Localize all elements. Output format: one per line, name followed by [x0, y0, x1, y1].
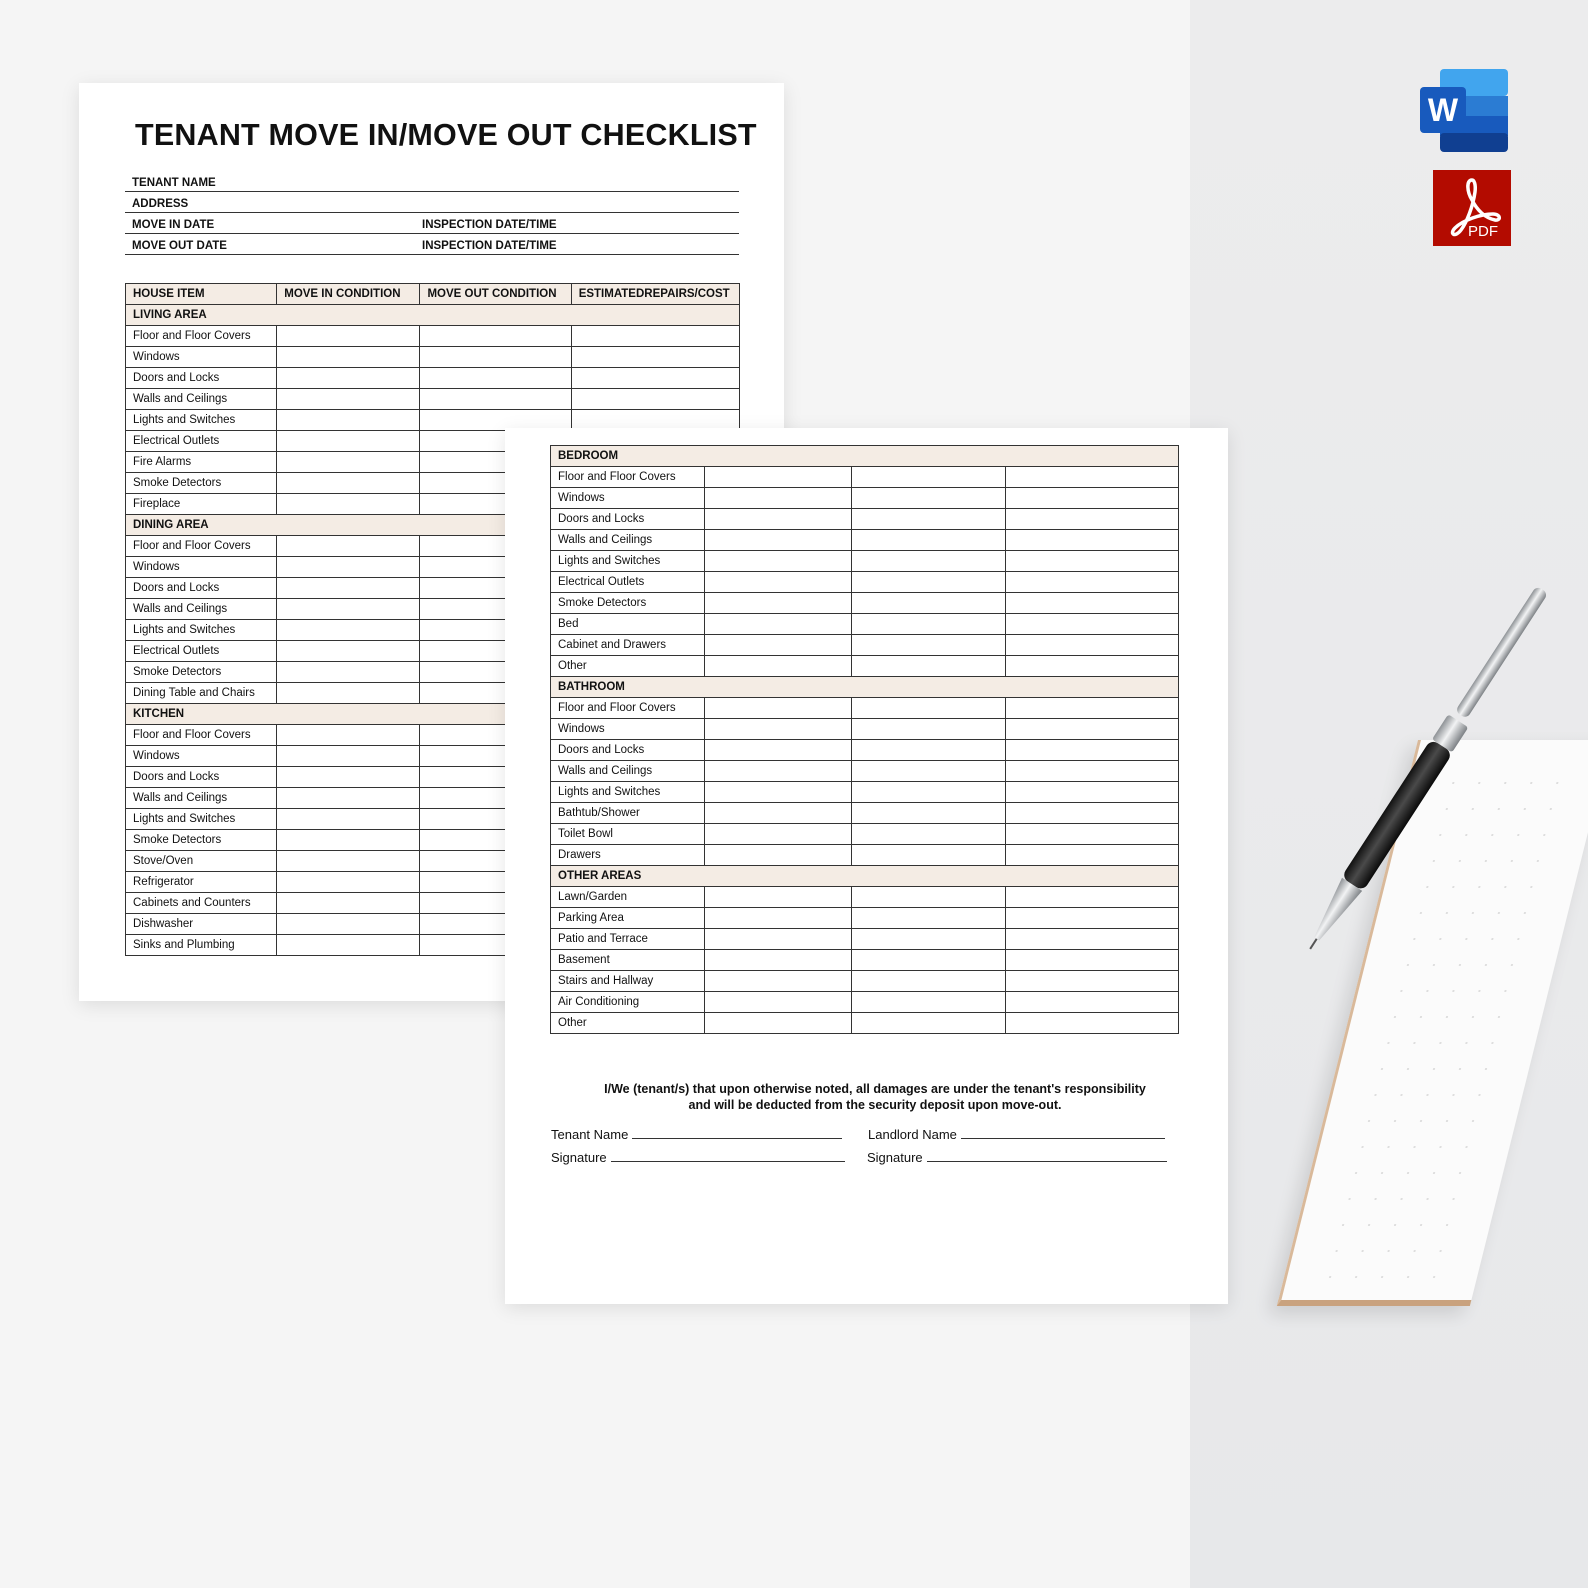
house-item-label: Doors and Locks [126, 767, 277, 788]
house-item-label: Floor and Floor Covers [126, 326, 277, 347]
section-heading: DINING AREA [126, 515, 740, 536]
house-item-label: Doors and Locks [551, 740, 705, 761]
house-item-label: Lights and Switches [126, 809, 277, 830]
move-in-condition-cell[interactable] [705, 509, 852, 530]
tenant-signature-blank[interactable] [611, 1149, 845, 1162]
move-in-condition-cell[interactable] [705, 929, 852, 950]
house-item-label: Smoke Detectors [126, 830, 277, 851]
move-out-condition-cell[interactable] [852, 719, 1006, 740]
repairs-cost-cell[interactable] [1006, 572, 1179, 593]
tenant-info-fields [125, 171, 739, 255]
table-row [551, 950, 1179, 971]
move-in-condition-cell[interactable] [705, 593, 852, 614]
info-row-address[interactable] [125, 192, 739, 213]
move-in-condition-cell[interactable] [277, 410, 420, 431]
table-row [551, 1013, 1179, 1034]
repairs-cost-cell[interactable] [1006, 929, 1179, 950]
house-item-label: Electrical Outlets [126, 641, 277, 662]
section-row-bathroom [551, 677, 1179, 698]
move-in-condition-cell[interactable] [705, 1013, 852, 1034]
house-item-label: Fireplace [126, 494, 277, 515]
house-item-label: Cabinet and Drawers [551, 635, 705, 656]
move-in-condition-cell[interactable] [277, 431, 420, 452]
move-in-condition-cell[interactable] [705, 530, 852, 551]
house-item-label: Walls and Ceilings [126, 599, 277, 620]
landlord-name-label: Landlord Name [868, 1127, 957, 1142]
house-item-label: Lights and Switches [126, 620, 277, 641]
repairs-cost-cell[interactable] [1006, 635, 1179, 656]
table-row [551, 929, 1179, 950]
house-item-label: Floor and Floor Covers [551, 698, 705, 719]
table-row [126, 368, 740, 389]
info-row-move-out-date[interactable] [125, 234, 739, 255]
tenant-signature-field[interactable] [551, 1149, 845, 1165]
repairs-cost-cell[interactable] [1006, 1013, 1179, 1034]
move-in-condition-cell[interactable] [277, 746, 420, 767]
repairs-cost-cell[interactable] [1006, 530, 1179, 551]
house-item-label: Lawn/Garden [551, 887, 705, 908]
move-in-condition-cell[interactable] [277, 914, 420, 935]
move-in-condition-cell[interactable] [277, 935, 420, 956]
section-row-bedroom [551, 446, 1179, 467]
damage-notice [535, 1081, 1215, 1113]
house-item-label: Patio and Terrace [551, 929, 705, 950]
repairs-cost-cell[interactable] [571, 347, 739, 368]
move-in-condition-cell[interactable] [277, 641, 420, 662]
house-item-label: Lights and Switches [551, 551, 705, 572]
house-item-label: Smoke Detectors [126, 662, 277, 683]
house-item-label: Doors and Locks [126, 578, 277, 599]
move-in-condition-cell[interactable] [277, 494, 420, 515]
table-row [551, 782, 1179, 803]
repairs-cost-cell[interactable] [571, 368, 739, 389]
repairs-cost-cell[interactable] [1006, 593, 1179, 614]
table-row [551, 887, 1179, 908]
house-item-label: Basement [551, 950, 705, 971]
repairs-cost-cell[interactable] [1006, 971, 1179, 992]
move-in-condition-cell[interactable] [705, 740, 852, 761]
info-row-move-in-date[interactable] [125, 213, 739, 234]
house-item-label: Floor and Floor Covers [551, 467, 705, 488]
info-label-inspection-date-time: INSPECTION DATE/TIME [422, 240, 557, 252]
move-out-condition-cell[interactable] [852, 824, 1006, 845]
repairs-cost-cell[interactable] [1006, 824, 1179, 845]
house-item-label: Floor and Floor Covers [126, 725, 277, 746]
move-in-condition-cell[interactable] [277, 788, 420, 809]
section-heading: LIVING AREA [126, 305, 740, 326]
house-item-label: Drawers [551, 845, 705, 866]
info-label-move-in-date: MOVE IN DATE [132, 219, 215, 231]
move-out-condition-cell[interactable] [852, 593, 1006, 614]
move-in-condition-cell[interactable] [705, 992, 852, 1013]
repairs-cost-cell[interactable] [1006, 992, 1179, 1013]
repairs-cost-cell[interactable] [1006, 887, 1179, 908]
move-out-condition-cell[interactable] [420, 326, 571, 347]
house-item-label: Stairs and Hallway [551, 971, 705, 992]
move-in-condition-cell[interactable] [277, 473, 420, 494]
move-out-condition-cell[interactable] [852, 929, 1006, 950]
move-in-condition-cell[interactable] [277, 662, 420, 683]
info-label-address: ADDRESS [132, 198, 189, 210]
landlord-signature-field[interactable] [867, 1149, 1167, 1165]
house-item-label: Electrical Outlets [126, 431, 277, 452]
move-out-condition-cell[interactable] [420, 368, 571, 389]
move-in-condition-cell[interactable] [705, 803, 852, 824]
move-in-condition-cell[interactable] [705, 845, 852, 866]
move-in-condition-cell[interactable] [277, 620, 420, 641]
table-row [551, 824, 1179, 845]
move-out-condition-cell[interactable] [852, 782, 1006, 803]
house-item-label: Other [551, 1013, 705, 1034]
repairs-cost-cell[interactable] [1006, 509, 1179, 530]
move-in-condition-cell[interactable] [277, 767, 420, 788]
move-in-condition-cell[interactable] [277, 725, 420, 746]
landlord-name-blank[interactable] [961, 1126, 1165, 1139]
tenant-name-label: Tenant Name [551, 1127, 629, 1142]
house-item-label: Walls and Ceilings [551, 530, 705, 551]
section-heading: BATHROOM [551, 677, 1179, 698]
house-item-label: Lights and Switches [551, 782, 705, 803]
move-in-condition-cell[interactable] [705, 971, 852, 992]
table-row [126, 347, 740, 368]
landlord-name-field[interactable] [868, 1126, 1165, 1142]
repairs-cost-cell[interactable] [1006, 782, 1179, 803]
table-row [126, 326, 740, 347]
move-in-condition-cell[interactable] [705, 488, 852, 509]
repairs-cost-cell[interactable] [1006, 803, 1179, 824]
repairs-cost-cell[interactable] [1006, 719, 1179, 740]
move-out-condition-cell[interactable] [852, 761, 1006, 782]
house-item-label: Air Conditioning [551, 992, 705, 1013]
move-out-condition-cell[interactable] [852, 530, 1006, 551]
move-in-condition-cell[interactable] [277, 389, 420, 410]
header-estimated-repairs-cost: ESTIMATEDREPAIRS/COST [571, 284, 739, 305]
move-in-condition-cell[interactable] [277, 683, 420, 704]
table-row [551, 656, 1179, 677]
repairs-cost-cell[interactable] [1006, 761, 1179, 782]
tenant-name-blank[interactable] [632, 1126, 842, 1139]
house-item-label: Fire Alarms [126, 452, 277, 473]
header-move-out-condition: MOVE OUT CONDITION [420, 284, 571, 305]
move-out-condition-cell[interactable] [852, 551, 1006, 572]
section-row-other-areas [551, 866, 1179, 887]
table-row [551, 803, 1179, 824]
table-header-row [126, 284, 740, 305]
move-out-condition-cell[interactable] [420, 347, 571, 368]
house-item-label: Dining Table and Chairs [126, 683, 277, 704]
landlord-signature-blank[interactable] [927, 1149, 1167, 1162]
house-item-label: Smoke Detectors [551, 593, 705, 614]
move-in-condition-cell[interactable] [277, 557, 420, 578]
move-in-condition-cell[interactable] [705, 698, 852, 719]
notice-line-1: I/We (tenant/s) that upon otherwise noted, all damages are under the tenant's responsibility [604, 1082, 1146, 1096]
move-out-condition-cell[interactable] [852, 467, 1006, 488]
house-item-label: Dishwasher [126, 914, 277, 935]
move-in-condition-cell[interactable] [277, 893, 420, 914]
house-item-label: Windows [126, 746, 277, 767]
table-row [551, 635, 1179, 656]
repairs-cost-cell[interactable] [1006, 740, 1179, 761]
repairs-cost-cell[interactable] [1006, 467, 1179, 488]
table-row [551, 698, 1179, 719]
move-in-condition-cell[interactable] [705, 761, 852, 782]
table-row [551, 845, 1179, 866]
info-label-inspection-date-time: INSPECTION DATE/TIME [422, 219, 557, 231]
house-item-label: Toilet Bowl [551, 824, 705, 845]
move-in-condition-cell[interactable] [277, 872, 420, 893]
house-item-label: Walls and Ceilings [551, 761, 705, 782]
header-move-in-condition: MOVE IN CONDITION [277, 284, 420, 305]
move-out-condition-cell[interactable] [852, 614, 1006, 635]
repairs-cost-cell[interactable] [1006, 698, 1179, 719]
section-heading: OTHER AREAS [551, 866, 1179, 887]
house-item-label: Windows [551, 719, 705, 740]
table-row [551, 488, 1179, 509]
house-item-label: Floor and Floor Covers [126, 536, 277, 557]
checklist-table-page-2 [550, 445, 1179, 1034]
move-out-condition-cell[interactable] [852, 572, 1006, 593]
move-out-condition-cell[interactable] [852, 887, 1006, 908]
move-out-condition-cell[interactable] [852, 1013, 1006, 1034]
move-out-condition-cell[interactable] [852, 488, 1006, 509]
move-in-condition-cell[interactable] [277, 452, 420, 473]
move-in-condition-cell[interactable] [705, 551, 852, 572]
move-in-condition-cell[interactable] [277, 326, 420, 347]
house-item-label: Doors and Locks [551, 509, 705, 530]
move-in-condition-cell[interactable] [705, 467, 852, 488]
landlord-signature-label: Signature [867, 1150, 923, 1165]
pdf-icon[interactable] [1433, 170, 1511, 246]
move-in-condition-cell[interactable] [277, 809, 420, 830]
move-out-condition-cell[interactable] [852, 509, 1006, 530]
table-row [551, 719, 1179, 740]
repairs-cost-cell[interactable] [1006, 845, 1179, 866]
move-in-condition-cell[interactable] [705, 908, 852, 929]
table-row [551, 593, 1179, 614]
table-row [551, 908, 1179, 929]
house-item-label: Windows [126, 557, 277, 578]
word-icon[interactable] [1420, 69, 1510, 153]
house-item-label: Bathtub/Shower [551, 803, 705, 824]
move-out-condition-cell[interactable] [852, 740, 1006, 761]
house-item-label: Lights and Switches [126, 410, 277, 431]
page-title: TENANT MOVE IN/MOVE OUT CHECKLIST [135, 118, 757, 152]
move-in-condition-cell[interactable] [277, 347, 420, 368]
repairs-cost-cell[interactable] [1006, 950, 1179, 971]
repairs-cost-cell[interactable] [1006, 551, 1179, 572]
move-in-condition-cell[interactable] [277, 830, 420, 851]
table-row [551, 992, 1179, 1013]
header-house-item: HOUSE ITEM [126, 284, 277, 305]
move-in-condition-cell[interactable] [277, 536, 420, 557]
table-row [551, 740, 1179, 761]
checklist-page-2 [505, 428, 1228, 1304]
move-out-condition-cell[interactable] [852, 845, 1006, 866]
move-out-condition-cell[interactable] [852, 635, 1006, 656]
table-row [551, 509, 1179, 530]
info-label-move-out-date: MOVE OUT DATE [132, 240, 227, 252]
repairs-cost-cell[interactable] [1006, 908, 1179, 929]
move-in-condition-cell[interactable] [705, 635, 852, 656]
move-out-condition-cell[interactable] [852, 803, 1006, 824]
pen-image [1240, 585, 1560, 1015]
move-out-condition-cell[interactable] [420, 389, 571, 410]
table-row [551, 614, 1179, 635]
house-item-label: Parking Area [551, 908, 705, 929]
table-row [551, 530, 1179, 551]
move-out-condition-cell[interactable] [852, 908, 1006, 929]
move-in-condition-cell[interactable] [705, 950, 852, 971]
repairs-cost-cell[interactable] [1006, 614, 1179, 635]
house-item-label: Walls and Ceilings [126, 389, 277, 410]
table-row [551, 971, 1179, 992]
move-in-condition-cell[interactable] [705, 782, 852, 803]
section-row-living-area [126, 305, 740, 326]
house-item-label: Walls and Ceilings [126, 788, 277, 809]
repairs-cost-cell[interactable] [571, 389, 739, 410]
move-in-condition-cell[interactable] [705, 656, 852, 677]
house-item-label: Doors and Locks [126, 368, 277, 389]
house-item-label: Refrigerator [126, 872, 277, 893]
move-out-condition-cell[interactable] [852, 698, 1006, 719]
house-item-label: Windows [551, 488, 705, 509]
move-in-condition-cell[interactable] [705, 887, 852, 908]
move-in-condition-cell[interactable] [705, 572, 852, 593]
house-item-label: Cabinets and Counters [126, 893, 277, 914]
move-out-condition-cell[interactable] [852, 971, 1006, 992]
info-label-tenant-name: TENANT NAME [132, 177, 216, 189]
move-in-condition-cell[interactable] [705, 719, 852, 740]
house-item-label: Electrical Outlets [551, 572, 705, 593]
house-item-label: Smoke Detectors [126, 473, 277, 494]
house-item-label: Bed [551, 614, 705, 635]
section-heading: BEDROOM [551, 446, 1179, 467]
move-in-condition-cell[interactable] [277, 578, 420, 599]
pdf-icon-label: PDF [1468, 223, 1498, 240]
word-icon-letter: W [1427, 92, 1459, 128]
table-row [551, 551, 1179, 572]
table-row [551, 572, 1179, 593]
move-in-condition-cell[interactable] [705, 824, 852, 845]
tenant-name-field[interactable] [551, 1126, 842, 1142]
repairs-cost-cell[interactable] [1006, 656, 1179, 677]
move-out-condition-cell[interactable] [852, 656, 1006, 677]
move-in-condition-cell[interactable] [277, 599, 420, 620]
section-heading: KITCHEN [126, 704, 740, 725]
house-item-label: Stove/Oven [126, 851, 277, 872]
table-row [126, 389, 740, 410]
house-item-label: Sinks and Plumbing [126, 935, 277, 956]
repairs-cost-cell[interactable] [1006, 488, 1179, 509]
tenant-signature-label: Signature [551, 1150, 607, 1165]
move-out-condition-cell[interactable] [852, 950, 1006, 971]
notice-line-2: and will be deducted from the security deposit upon move-out. [688, 1098, 1062, 1112]
table-row [551, 467, 1179, 488]
table-row [551, 761, 1179, 782]
move-in-condition-cell[interactable] [277, 368, 420, 389]
repairs-cost-cell[interactable] [571, 326, 739, 347]
move-in-condition-cell[interactable] [705, 614, 852, 635]
house-item-label: Other [551, 656, 705, 677]
info-row-tenant-name[interactable] [125, 171, 739, 192]
move-out-condition-cell[interactable] [852, 992, 1006, 1013]
move-in-condition-cell[interactable] [277, 851, 420, 872]
house-item-label: Windows [126, 347, 277, 368]
